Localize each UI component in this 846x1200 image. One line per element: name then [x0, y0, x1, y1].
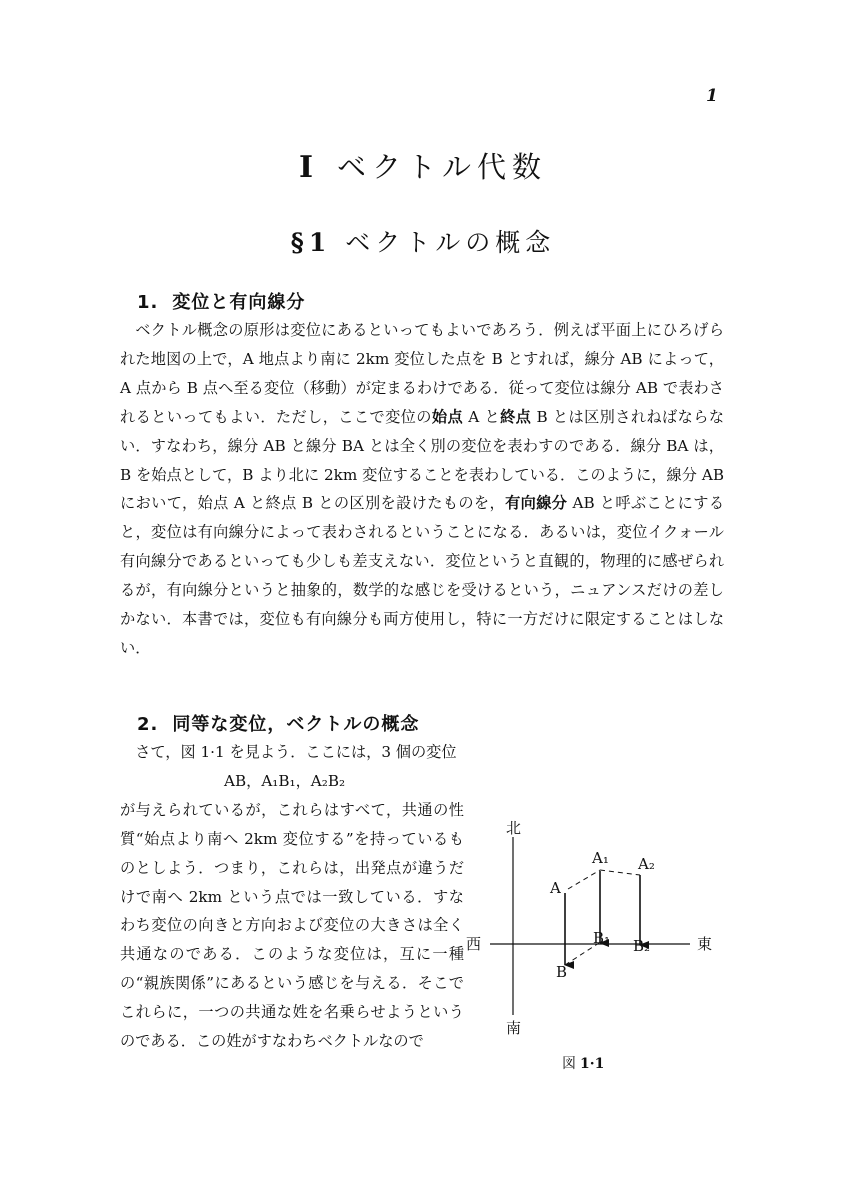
subsection-title: 変位と有向線分: [172, 292, 306, 313]
paragraph-text: A と: [463, 407, 501, 426]
dashed-a-a1: [568, 870, 600, 889]
label-east: 東: [697, 935, 713, 953]
section-number: §1: [290, 228, 332, 257]
label-point-b2: B₂: [633, 937, 651, 955]
paragraph-text: AB と呼ぶことにすると，変位は有向線分によって表わされるということになる．あるいは，変位イクォール有向線分であるといっても少しも差支えない．変位というと直観的，物理的に感ぜられるが，有向線分というと抽象的，数学的な感じを受けるという，ニュアンスだけの差しかない．本書では，変位も有向線分も両方使用し，特に一方だけに限定することはしない．: [120, 494, 725, 657]
subsection-heading-1: [137, 288, 305, 314]
keyword-start-point: 始点: [431, 407, 464, 426]
figure-caption-prefix: 図: [562, 1056, 576, 1072]
label-point-b1: B₁: [593, 929, 611, 947]
figure-diagram: [462, 815, 742, 1085]
subsection-heading-2: [137, 710, 419, 736]
figure-1-1: [462, 815, 742, 1085]
subsection-title: 同等な変位，ベクトルの概念: [172, 714, 420, 735]
dashed-a1-a2: [600, 870, 640, 875]
label-north: 北: [506, 819, 522, 837]
chapter-title: [0, 145, 846, 186]
paragraph-text: ベクトル概念の原形は変位にあるといってもよいであろう．例えば平面上にひろげられた地図の上で，A 地点より南に 2km 変位した点を B とすれば，線分 AB によって，A 点から B 点へ至る変位（移動）が定まるわけである．従って変位は線分 AB で表わされるといってもよい．ただし，ここで変位の: [120, 321, 724, 426]
section-title: [0, 223, 846, 259]
paragraph-intro: さて，図 1·1 を見よう．ここには，3 個の変位: [135, 743, 457, 761]
label-west: 西: [466, 935, 482, 953]
label-point-a1: A₁: [592, 849, 609, 867]
subsection-number: 1.: [137, 292, 159, 313]
label-point-a2: A₂: [638, 855, 655, 873]
page-number: 1: [706, 86, 718, 106]
section-title-text: ベクトルの概念: [345, 228, 556, 257]
label-point-a: A: [550, 879, 561, 897]
figure-caption-number: 1·1: [580, 1056, 605, 1072]
figure-caption: [562, 1053, 604, 1073]
subsection-number: 2.: [137, 714, 159, 735]
paragraph-text: B とは区別されねばならない．すなわち，線分 AB と線分 BA とは全く別の変位を表わすのである．線分 BA は，B を始点として，B より北に 2km 変位することを表わしている．このように，線分 AB において，始点 A と終点 B との区別を設けたものを，: [120, 407, 725, 513]
paragraph-displacement: [120, 316, 724, 663]
paragraph-body: が与えられているが，これらはすべて，共通の性質“始点より南へ 2km 変位する”を持っているものとしよう．つまり，これらは，出発点が違うだけで南へ 2km という点では一致している．すなわち変位の向きと方向および変位の大きさは全く共通なのである．このような変位は，互に一種の“親族関係”にあるという感じを与える．そこでこれらに，一つの共通な姓を名乗らせようというのである．この姓がすなわちベクトルなので: [120, 800, 464, 1051]
label-point-b: B: [556, 963, 568, 981]
chapter-title-text: ベクトル代数: [337, 150, 548, 184]
chapter-number: I: [298, 150, 320, 185]
paragraph-vector-concept: [120, 738, 464, 1056]
label-south: 南: [506, 1019, 522, 1037]
keyword-end-point: 終点: [500, 407, 532, 426]
keyword-directed-segment: 有向線分: [505, 494, 568, 513]
displacement-list: AB，A₁B₁，A₂B₂: [224, 771, 346, 790]
